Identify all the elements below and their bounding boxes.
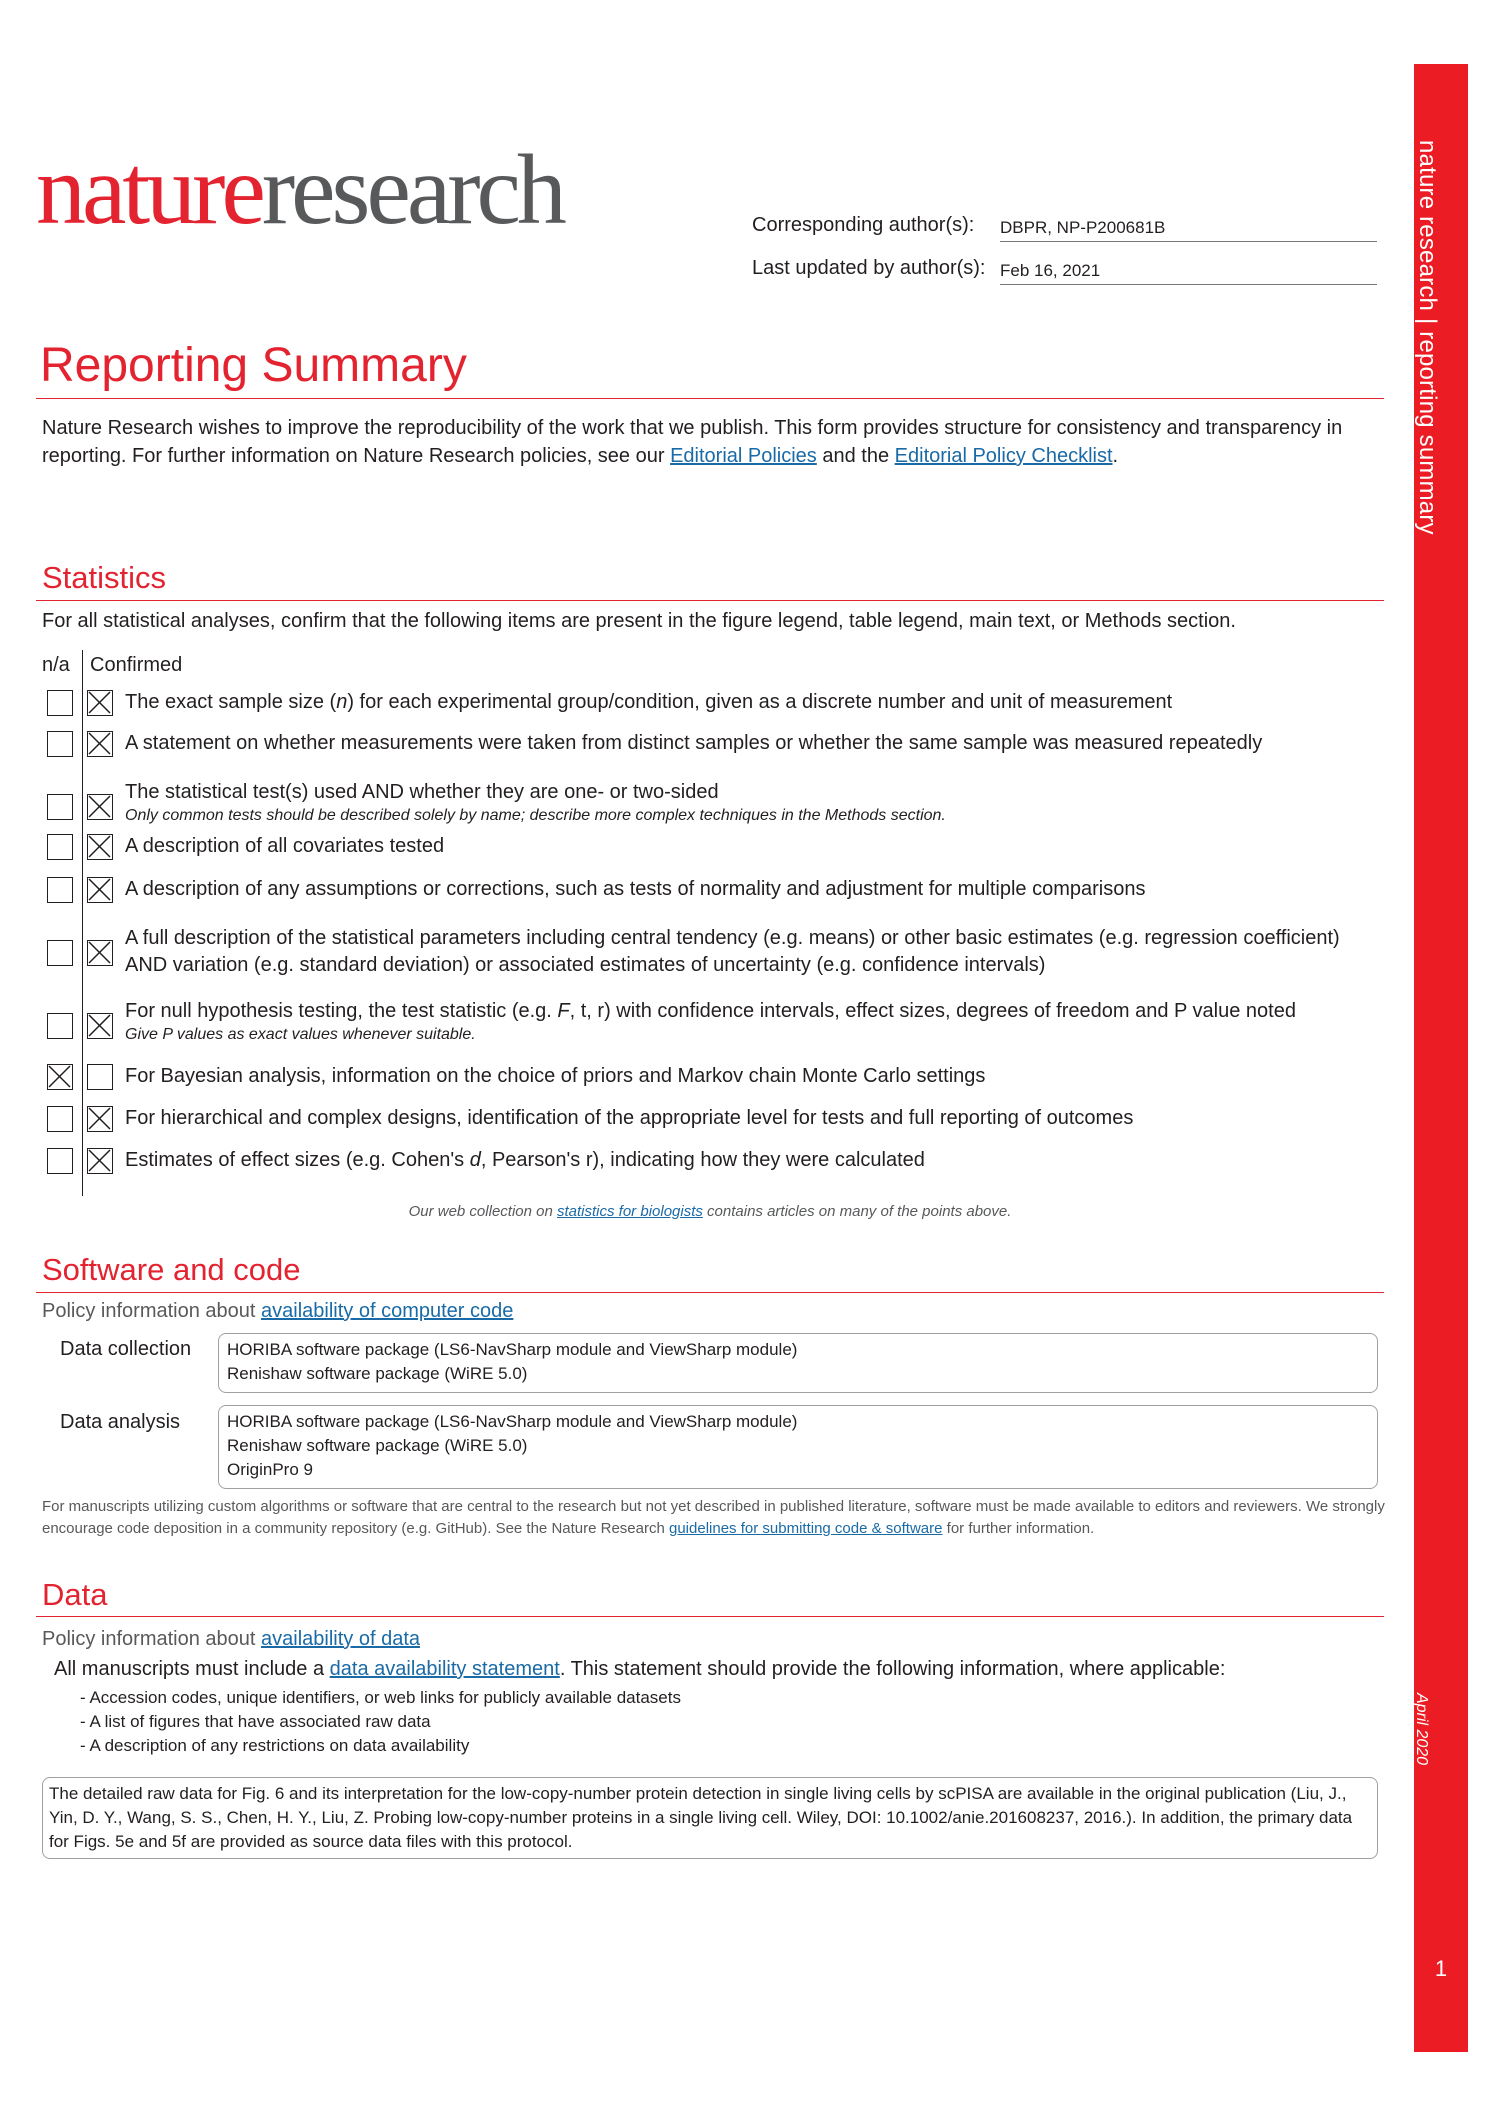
logo-part-nature: nature	[36, 134, 262, 245]
checklist-item-text	[125, 998, 1385, 1045]
statistics-rule	[36, 600, 1384, 601]
item-text-pre: A full description of the statistical parameters including central tendency (e.g. means) or other basic estimates (e.g. regression coefficient) AND variation (e.g. standard deviation) or associated estimates of uncertainty (e.g. confidence intervals)	[125, 927, 1340, 976]
footer-note-pre: Our web collection on	[408, 1203, 557, 1220]
statistics-for-biologists-link[interactable]: statistics for biologists	[557, 1203, 703, 1220]
data-bullet: - A description of any restrictions on data availability	[80, 1736, 470, 1755]
confirmed-checkbox[interactable]	[87, 1064, 113, 1090]
checklist-item-text	[125, 833, 1385, 860]
software-note-post: for further information.	[942, 1520, 1095, 1537]
data-statement-post: . This statement should provide the following information, where applicable:	[559, 1658, 1226, 1680]
confirmed-checkbox[interactable]	[87, 1148, 113, 1174]
item-text-post: , Pearson's r), indicating how they were calculated	[480, 1149, 925, 1171]
collection-line: HORIBA software package (LS6-NavSharp module and ViewSharp module)	[227, 1340, 798, 1359]
data-heading: Data	[42, 1577, 108, 1612]
checklist-item-text	[125, 1105, 1385, 1132]
editorial-policy-checklist-link[interactable]: Editorial Policy Checklist	[894, 445, 1113, 467]
software-rule	[36, 1292, 1384, 1293]
na-checkbox[interactable]	[47, 794, 73, 820]
item-text-post: , t, r) with confidence intervals, effect sizes, degrees of freedom and P value noted	[569, 1000, 1296, 1022]
page-title: Reporting Summary	[40, 339, 467, 392]
data-rule	[36, 1616, 1384, 1617]
intro-mid: and the	[816, 445, 895, 467]
analysis-line: OriginPro 9	[227, 1460, 313, 1479]
intro-text: Nature Research wishes to improve the reproducibility of the work that we publish. This form provides structure for consistency and transparency in reporting. For further information on Nature Research policies, see our	[42, 417, 1343, 467]
item-note: Only common tests should be described solely by name; describe more complex techniques in the Methods section.	[125, 807, 946, 824]
logo-part-research: research	[261, 134, 563, 245]
software-note	[42, 1496, 1392, 1540]
checklist-item-text	[125, 1147, 1385, 1174]
confirmed-checkbox[interactable]	[87, 940, 113, 966]
checklist-item-text	[125, 730, 1385, 757]
code-guidelines-link[interactable]: guidelines for submitting code & software	[669, 1520, 943, 1537]
checklist-item-text	[125, 876, 1385, 903]
data-bullet: - A list of figures that have associated raw data	[80, 1712, 431, 1731]
item-text-italic: d	[469, 1149, 481, 1171]
item-text-pre: A description of all covariates tested	[125, 835, 445, 857]
data-availability-statement-link[interactable]: data availability statement	[329, 1658, 560, 1680]
collection-line: Renishaw software package (WiRE 5.0)	[227, 1364, 528, 1383]
na-checkbox[interactable]	[47, 940, 73, 966]
statistics-lead: For all statistical analyses, confirm that the following items are present in the figure legend, table legend, main text, or Methods section.	[42, 610, 1236, 632]
data-statement-pre: All manuscripts must include a	[54, 1658, 330, 1680]
data-policy-pre: Policy information about	[42, 1628, 262, 1650]
software-note-pre: For manuscripts utilizing custom algorithms or software that are central to the research but not yet described in published literature, software must be made available to editors and reviewers. We strongly encourage code deposition in a community repository (e.g. GitHub). See the Nature Research	[42, 1498, 1385, 1537]
software-policy-pre: Policy information about	[42, 1300, 262, 1322]
item-text-pre: A description of any assumptions or corrections, such as tests of normality and adjustment for multiple comparisons	[125, 878, 1146, 900]
last-updated-field[interactable]: Feb 16, 2021	[1000, 261, 1377, 285]
item-text-post: ) for each experimental group/condition, given as a discrete number and unit of measurement	[347, 691, 1173, 713]
data-analysis-field[interactable]	[218, 1405, 1378, 1489]
item-text-italic: n	[336, 691, 348, 713]
data-analysis-label: Data analysis	[60, 1411, 181, 1433]
analysis-line: Renishaw software package (WiRE 5.0)	[227, 1436, 528, 1455]
item-text-pre: The statistical test(s) used AND whether they are one- or two-sided	[125, 781, 719, 803]
corresponding-author-field[interactable]: DBPR, NP-P200681B	[1000, 218, 1377, 242]
item-note: Give P values as exact values whenever suitable.	[125, 1026, 476, 1043]
item-text-pre: For Bayesian analysis, information on the choice of priors and Markov chain Monte Carlo settings	[125, 1065, 986, 1087]
column-divider	[82, 650, 83, 1196]
na-checkbox[interactable]	[47, 1148, 73, 1174]
data-collection-field[interactable]	[218, 1333, 1378, 1393]
checklist-item-text	[125, 1063, 1385, 1090]
item-text-pre: For null hypothesis testing, the test statistic (e.g.	[125, 1000, 558, 1022]
na-checkbox[interactable]	[47, 690, 73, 716]
column-na: n/a	[42, 654, 70, 676]
footer-note-post: contains articles on many of the points above.	[702, 1203, 1012, 1220]
item-text-pre: A statement on whether measurements were taken from distinct samples or whether the same sample was measured repeatedly	[125, 732, 1263, 754]
availability-of-code-link[interactable]: availability of computer code	[261, 1300, 514, 1322]
data-statement-line	[54, 1658, 1225, 1681]
confirmed-checkbox[interactable]	[87, 731, 113, 757]
intro-end: .	[1112, 445, 1119, 467]
sidebar-title: nature research | reporting summary	[1414, 140, 1441, 535]
na-checkbox[interactable]	[47, 1106, 73, 1132]
availability-of-data-link[interactable]: availability of data	[261, 1628, 420, 1650]
statistics-footer-note	[0, 1203, 1420, 1220]
sidebar-date: April 2020	[1413, 1693, 1430, 1766]
data-collection-label: Data collection	[60, 1338, 192, 1360]
title-rule	[36, 398, 1384, 399]
software-policy-line	[42, 1300, 513, 1323]
na-checkbox[interactable]	[47, 1064, 73, 1090]
confirmed-checkbox[interactable]	[87, 877, 113, 903]
na-checkbox[interactable]	[47, 1013, 73, 1039]
confirmed-checkbox[interactable]	[87, 690, 113, 716]
nature-research-logo	[36, 134, 563, 245]
checklist-item-text	[125, 689, 1385, 716]
column-confirmed: Confirmed	[90, 654, 183, 676]
intro-paragraph	[42, 414, 1382, 470]
corresponding-author-label: Corresponding author(s):	[752, 214, 975, 236]
na-checkbox[interactable]	[47, 731, 73, 757]
checklist-item-text	[125, 779, 1385, 826]
checklist-item-text	[125, 925, 1385, 979]
confirmed-checkbox[interactable]	[87, 1106, 113, 1132]
na-checkbox[interactable]	[47, 834, 73, 860]
confirmed-checkbox[interactable]	[87, 834, 113, 860]
confirmed-checkbox[interactable]	[87, 1013, 113, 1039]
software-heading: Software and code	[42, 1252, 301, 1287]
item-text-pre: Estimates of effect sizes (e.g. Cohen's	[125, 1149, 470, 1171]
page-number: 1	[1434, 1956, 1448, 1981]
confirmed-checkbox[interactable]	[87, 794, 113, 820]
last-updated-label: Last updated by author(s):	[752, 257, 986, 279]
editorial-policies-link[interactable]: Editorial Policies	[670, 445, 817, 467]
item-text-pre: For hierarchical and complex designs, identification of the appropriate level for tests and full reporting of outcomes	[125, 1107, 1134, 1129]
item-text-pre: The exact sample size (	[125, 691, 337, 713]
data-policy-line	[42, 1628, 420, 1651]
data-bullet: - Accession codes, unique identifiers, or web links for publicly available datasets	[80, 1688, 681, 1707]
data-availability-field[interactable]: The detailed raw data for Fig. 6 and its interpretation for the low-copy-number protein detection in single living cells by scPISA are available in the original publication (Liu, J., Yin, D. Y., Wang, S. S., Chen, H. Y., Liu, Z. Probing low-copy-number proteins in a single living cell. Wiley, DOI: 10.1002/anie.201608237, 2016.). In addition, the primary data for Figs. 5e and 5f are provided as source data files with this protocol.	[42, 1777, 1378, 1859]
item-text-italic: F	[557, 1000, 570, 1022]
statistics-heading: Statistics	[42, 560, 167, 595]
na-checkbox[interactable]	[47, 877, 73, 903]
analysis-line: HORIBA software package (LS6-NavSharp module and ViewSharp module)	[227, 1412, 798, 1431]
